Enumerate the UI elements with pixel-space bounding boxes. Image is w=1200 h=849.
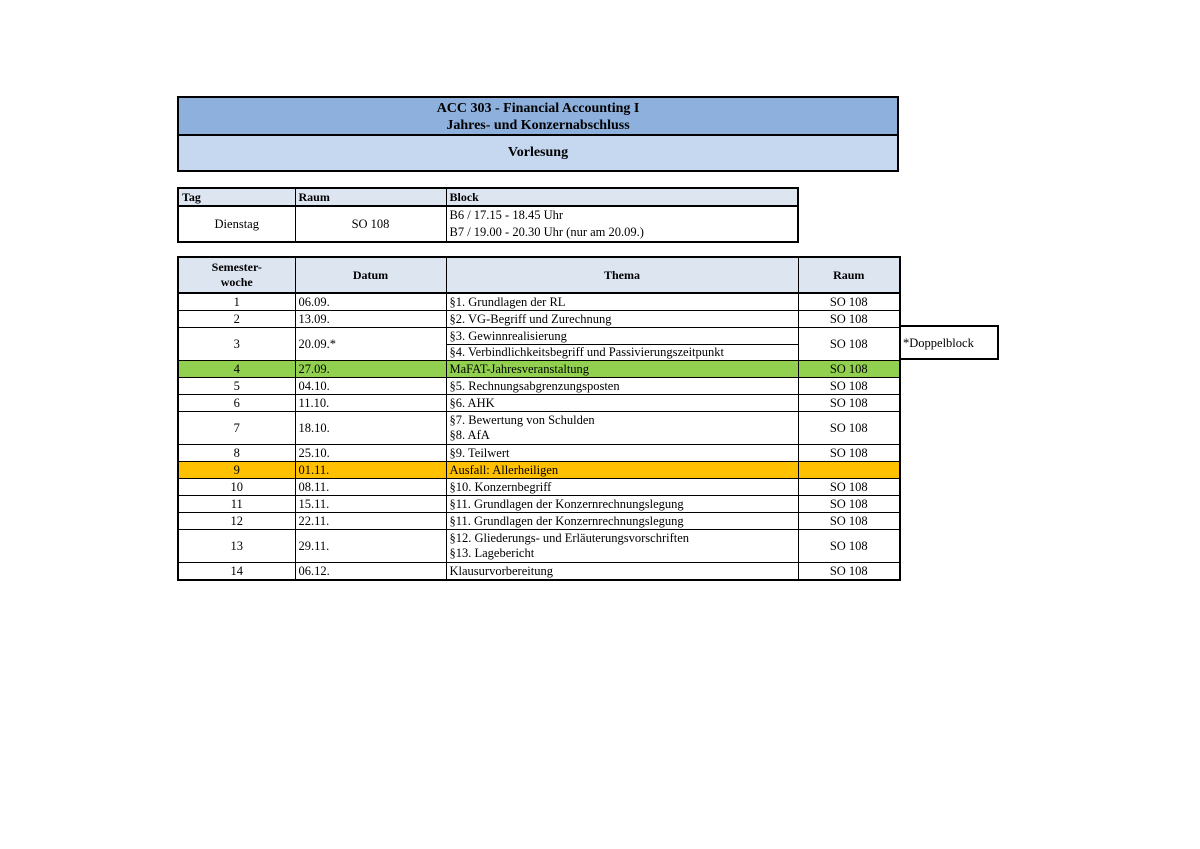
topic-line: §13. Lagebericht: [449, 546, 535, 560]
info-table: [177, 187, 799, 243]
topic-cell: §10. Konzernbegriff: [446, 479, 798, 496]
topic-cell: MaFAT-Jahresveranstaltung: [446, 361, 798, 378]
week-cell: 4: [178, 361, 295, 378]
week-cell: 12: [178, 513, 295, 530]
course-subtitle: Jahres- und Konzernabschluss: [446, 118, 630, 133]
topic-line: §3. Gewinnrealisierung: [447, 328, 798, 345]
week-cell: 6: [178, 395, 295, 412]
doppelblock-note: *Doppelblock: [899, 325, 999, 360]
table-row: [178, 563, 900, 581]
table-row: [178, 530, 900, 563]
week-cell: 13: [178, 530, 295, 563]
room-cell: SO 108: [798, 311, 900, 328]
date-cell: 13.09.: [295, 311, 446, 328]
topic-line: §4. Verbindlichkeitsbegriff und Passivierungszeitpunkt: [449, 345, 724, 359]
topic-line: §7. Bewertung von Schulden: [449, 413, 595, 427]
table-row: [178, 412, 900, 445]
table-row: [178, 445, 900, 462]
schedule-header-room: Raum: [798, 257, 900, 293]
info-tag: Dienstag: [178, 206, 295, 242]
room-cell: SO 108: [798, 328, 900, 361]
room-cell: SO 108: [798, 412, 900, 445]
date-cell: 08.11.: [295, 479, 446, 496]
topic-cell: [446, 328, 798, 361]
schedule-header-date: Datum: [295, 257, 446, 293]
topic-line: §12. Gliederungs- und Erläuterungsvorschriften: [449, 531, 690, 545]
info-header-tag: Tag: [178, 188, 295, 206]
date-cell: 29.11.: [295, 530, 446, 563]
table-row: [178, 311, 900, 328]
topic-cell: §9. Teilwert: [446, 445, 798, 462]
table-row: [178, 479, 900, 496]
course-title: ACC 303 - Financial Accounting I: [436, 101, 640, 116]
date-cell: 01.11.: [295, 462, 446, 479]
week-cell: 3: [178, 328, 295, 361]
room-cell: SO 108: [798, 530, 900, 563]
topic-cell: §6. AHK: [446, 395, 798, 412]
table-row: [178, 395, 900, 412]
room-cell: [798, 462, 900, 479]
week-cell: 5: [178, 378, 295, 395]
schedule-header-week: Semester- woche: [178, 257, 295, 293]
schedule-header-topic: Thema: [446, 257, 798, 293]
topic-cell: [446, 530, 798, 563]
room-cell: SO 108: [798, 378, 900, 395]
topic-cell: §2. VG-Begriff und Zurechnung: [446, 311, 798, 328]
table-row: [178, 293, 900, 311]
date-cell: 04.10.: [295, 378, 446, 395]
topic-cell: §5. Rechnungsabgrenzungsposten: [446, 378, 798, 395]
week-cell: 2: [178, 311, 295, 328]
table-row: [178, 513, 900, 530]
table-row: [178, 361, 900, 378]
date-cell: 06.09.: [295, 293, 446, 311]
room-cell: SO 108: [798, 293, 900, 311]
info-block: [446, 206, 798, 242]
date-cell: 06.12.: [295, 563, 446, 581]
date-cell: 15.11.: [295, 496, 446, 513]
week-cell: 9: [178, 462, 295, 479]
room-cell: SO 108: [798, 496, 900, 513]
week-cell: 8: [178, 445, 295, 462]
room-cell: SO 108: [798, 479, 900, 496]
week-cell: 14: [178, 563, 295, 581]
topic-cell: §11. Grundlagen der Konzernrechnungslegung: [446, 496, 798, 513]
info-header-block: Block: [446, 188, 798, 206]
table-row: [178, 496, 900, 513]
date-cell: 20.09.*: [295, 328, 446, 361]
date-cell: 27.09.: [295, 361, 446, 378]
info-block-line1: B6 / 17.15 - 18.45 Uhr: [449, 208, 564, 222]
info-header-raum: Raum: [295, 188, 446, 206]
room-cell: SO 108: [798, 361, 900, 378]
date-cell: 25.10.: [295, 445, 446, 462]
info-raum: SO 108: [295, 206, 446, 242]
week-cell: 10: [178, 479, 295, 496]
topic-cell: §11. Grundlagen der Konzernrechnungslegung: [446, 513, 798, 530]
room-cell: SO 108: [798, 513, 900, 530]
schedule-table: [177, 256, 901, 581]
schedule-body: [178, 293, 900, 580]
date-cell: 18.10.: [295, 412, 446, 445]
room-cell: SO 108: [798, 395, 900, 412]
topic-cell: Klausurvorbereitung: [446, 563, 798, 581]
topic-cell: [446, 412, 798, 445]
topic-line: §8. AfA: [449, 428, 490, 442]
room-cell: SO 108: [798, 563, 900, 581]
week-cell: 1: [178, 293, 295, 311]
info-block-line2: B7 / 19.00 - 20.30 Uhr (nur am 20.09.): [449, 225, 644, 239]
table-row: [178, 462, 900, 479]
room-cell: SO 108: [798, 445, 900, 462]
week-cell: 11: [178, 496, 295, 513]
table-row: [178, 328, 900, 361]
date-cell: 22.11.: [295, 513, 446, 530]
table-row: [178, 378, 900, 395]
date-cell: 11.10.: [295, 395, 446, 412]
week-cell: 7: [178, 412, 295, 445]
lecture-label: Vorlesung: [177, 134, 899, 172]
topic-cell: §1. Grundlagen der RL: [446, 293, 798, 311]
course-title-block: [177, 96, 899, 136]
topic-cell: Ausfall: Allerheiligen: [446, 462, 798, 479]
